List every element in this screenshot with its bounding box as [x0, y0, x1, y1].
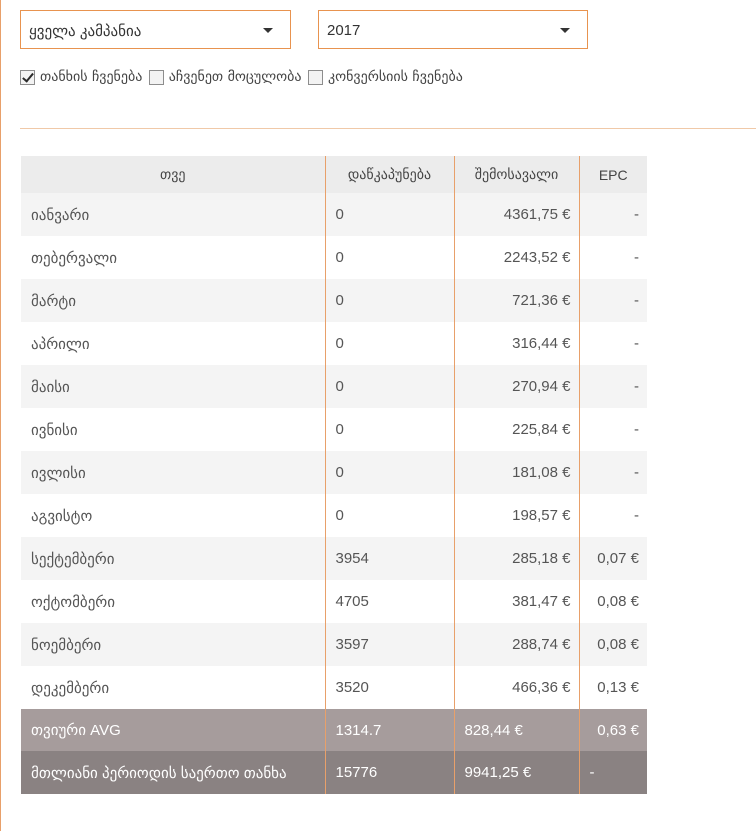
table-body — [21, 193, 647, 709]
show-conversion-option[interactable] — [308, 69, 463, 85]
cell-clicks: 3597 — [325, 623, 454, 666]
cell-month: სექტემბერი — [21, 537, 325, 580]
table-row — [21, 193, 647, 236]
header-month[interactable]: თვე — [21, 156, 325, 193]
total-revenue: 9941,25 € — [454, 751, 579, 794]
table-row — [21, 623, 647, 666]
cell-revenue: 2243,52 € — [454, 236, 579, 279]
show-conversion-label: კონვერსიის ჩვენება — [327, 69, 463, 85]
avg-epc: 0,63 € — [579, 709, 647, 751]
cell-month: მაისი — [21, 365, 325, 408]
cell-clicks: 0 — [325, 279, 454, 322]
cell-month: მარტი — [21, 279, 325, 322]
cell-month: აგვისტო — [21, 494, 325, 537]
cell-revenue: 181,08 € — [454, 451, 579, 494]
chevron-down-icon — [263, 28, 273, 33]
cell-revenue: 316,44 € — [454, 322, 579, 365]
cell-epc: - — [579, 365, 647, 408]
cell-epc: 0,08 € — [579, 623, 647, 666]
table-row — [21, 451, 647, 494]
show-amount-option[interactable] — [20, 69, 142, 85]
avg-label: თვიური AVG — [21, 709, 325, 751]
avg-clicks: 1314.7 — [325, 709, 454, 751]
cell-revenue: 4361,75 € — [454, 193, 579, 236]
cell-epc: - — [579, 236, 647, 279]
cell-revenue: 721,36 € — [454, 279, 579, 322]
table-row — [21, 365, 647, 408]
show-volume-label: აჩვენეთ მოცულობა — [168, 69, 302, 85]
table-row — [21, 408, 647, 451]
cell-clicks: 0 — [325, 451, 454, 494]
cell-revenue: 270,94 € — [454, 365, 579, 408]
cell-month: ოქტომბერი — [21, 580, 325, 623]
chevron-down-icon — [560, 28, 570, 33]
cell-revenue: 285,18 € — [454, 537, 579, 580]
cell-epc: - — [579, 322, 647, 365]
cell-epc: - — [579, 451, 647, 494]
header-epc[interactable]: EPC — [579, 156, 647, 193]
divider — [20, 128, 756, 129]
cell-month: აპრილი — [21, 322, 325, 365]
table-row — [21, 236, 647, 279]
cell-clicks: 3520 — [325, 666, 454, 709]
stats-table — [21, 156, 647, 794]
total-epc: - — [579, 751, 647, 794]
table-row — [21, 279, 647, 322]
cell-clicks: 0 — [325, 322, 454, 365]
cell-month: დეკემბერი — [21, 666, 325, 709]
year-select[interactable] — [318, 10, 588, 49]
header-revenue[interactable]: შემოსავალი — [454, 156, 579, 193]
cell-revenue: 288,74 € — [454, 623, 579, 666]
year-select-value: 2017 — [327, 22, 361, 39]
total-clicks: 15776 — [325, 751, 454, 794]
table-row — [21, 666, 647, 709]
left-border — [0, 0, 1, 831]
table-row — [21, 494, 647, 537]
show-volume-checkbox[interactable] — [149, 70, 164, 85]
cell-epc: - — [579, 494, 647, 537]
cell-clicks: 0 — [325, 236, 454, 279]
cell-clicks: 0 — [325, 193, 454, 236]
cell-month: ივნისი — [21, 408, 325, 451]
monthly-avg-row — [21, 709, 647, 751]
total-label: მთლიანი პერიოდის საერთო თანხა — [21, 751, 325, 794]
cell-revenue: 466,36 € — [454, 666, 579, 709]
display-options — [20, 69, 465, 89]
header-clicks[interactable]: დაწკაპუნება — [325, 156, 454, 193]
table-header-row — [21, 156, 647, 193]
show-conversion-checkbox[interactable] — [308, 70, 323, 85]
show-amount-label: თანხის ჩვენება — [40, 69, 143, 85]
cell-clicks: 3954 — [325, 537, 454, 580]
campaign-select[interactable] — [20, 10, 291, 49]
cell-revenue: 198,57 € — [454, 494, 579, 537]
cell-clicks: 0 — [325, 365, 454, 408]
table-row — [21, 537, 647, 580]
cell-epc: 0,08 € — [579, 580, 647, 623]
cell-month: ნოემბერი — [21, 623, 325, 666]
table-row — [21, 580, 647, 623]
cell-epc: - — [579, 193, 647, 236]
cell-epc: - — [579, 279, 647, 322]
cell-month: იანვარი — [21, 193, 325, 236]
cell-clicks: 4705 — [325, 580, 454, 623]
cell-epc: 0,07 € — [579, 537, 647, 580]
cell-month: თებერვალი — [21, 236, 325, 279]
cell-revenue: 225,84 € — [454, 408, 579, 451]
cell-clicks: 0 — [325, 408, 454, 451]
cell-epc: - — [579, 408, 647, 451]
period-total-row — [21, 751, 647, 794]
cell-month: ივლისი — [21, 451, 325, 494]
cell-revenue: 381,47 € — [454, 580, 579, 623]
show-amount-checkbox[interactable] — [20, 70, 35, 85]
table-row — [21, 322, 647, 365]
show-volume-option[interactable] — [149, 69, 302, 85]
cell-epc: 0,13 € — [579, 666, 647, 709]
cell-clicks: 0 — [325, 494, 454, 537]
avg-revenue: 828,44 € — [454, 709, 579, 751]
campaign-select-value: ყველა კამპანია — [29, 23, 142, 40]
